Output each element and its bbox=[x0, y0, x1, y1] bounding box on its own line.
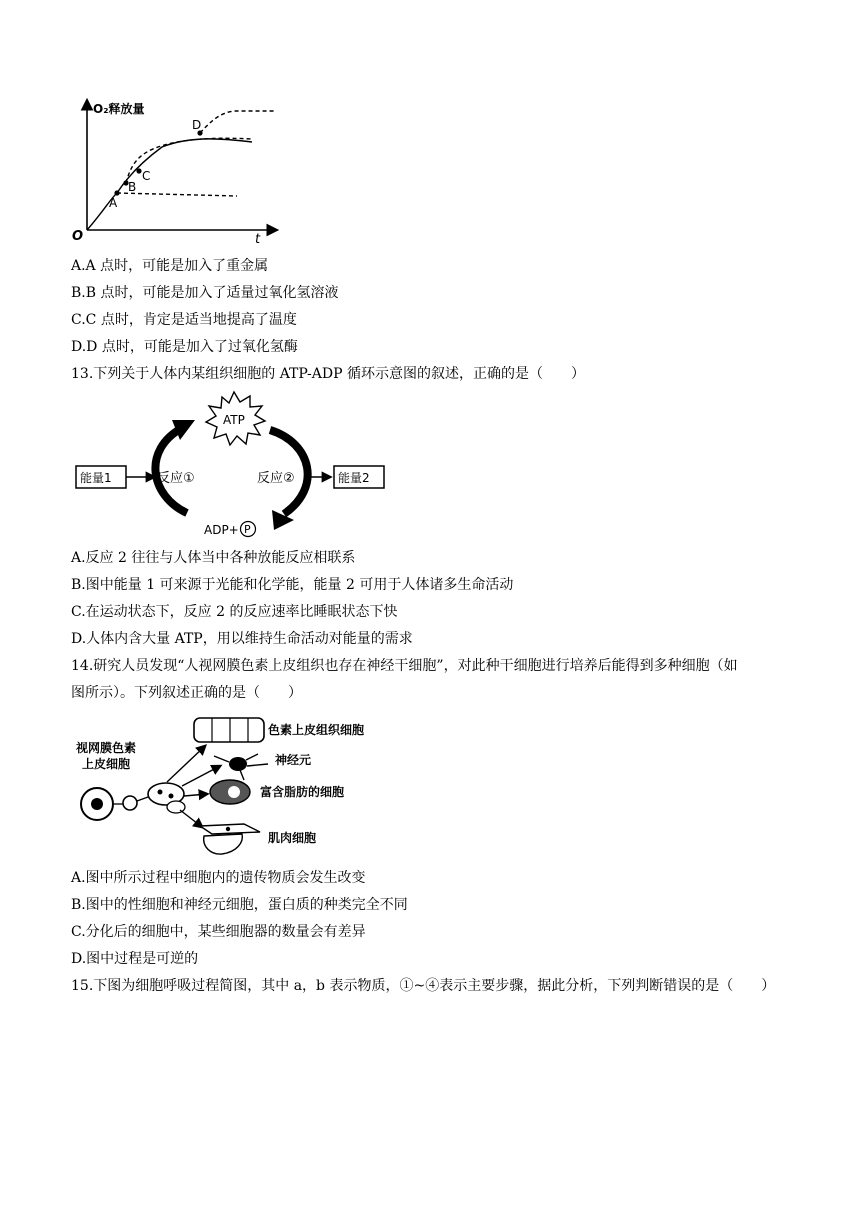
phosphate-label: P bbox=[244, 523, 251, 536]
neuron-dendrite-3 bbox=[240, 770, 244, 780]
arrow-to-fat bbox=[184, 794, 207, 796]
q14-option-d: D.图中过程是可逆的 bbox=[71, 951, 199, 967]
q14-stem-line1: 14.研究人员发现“人视网膜色素上皮组织也存在神经干细胞”，对此种干细胞进行培养后能得到多种细胞（如 bbox=[71, 658, 738, 674]
q14-option-c: C.分化后的细胞中，某些细胞器的数量会有差异 bbox=[71, 924, 366, 940]
neuron-axon bbox=[247, 764, 268, 766]
origin-label: O bbox=[72, 229, 84, 244]
cluster-dot-2 bbox=[169, 794, 174, 799]
neuron-body bbox=[229, 757, 247, 771]
q15-stem: 15.下图为细胞呼吸过程简图，其中 a，b 表示物质，①~④表示主要步骤，据此分析，下列判断错误的是（ ） bbox=[71, 978, 776, 994]
source-cell-nucleus bbox=[91, 798, 103, 810]
epithelium-label: 色素上皮组织细胞 bbox=[268, 723, 365, 737]
fat-cell-label: 富含脂肪的细胞 bbox=[260, 785, 345, 799]
q12-option-b: B.B 点时，可能是加入了适量过氧化氢溶液 bbox=[71, 285, 339, 301]
arrow-to-neuron bbox=[182, 766, 220, 786]
energy1-label: 能量1 bbox=[80, 471, 112, 485]
neuron-dendrite-1 bbox=[214, 756, 229, 762]
dashed-curve-d bbox=[200, 111, 274, 133]
epithelium-cells bbox=[194, 718, 264, 742]
source-cell-label-2: 上皮细胞 bbox=[82, 757, 131, 771]
adp-label: ADP+ bbox=[204, 523, 239, 537]
small-cell bbox=[123, 796, 137, 810]
q13-option-b: B.图中能量 1 可来源于光能和化学能，能量 2 可用于人体诸多生命活动 bbox=[71, 577, 514, 593]
cluster-dot-1 bbox=[158, 790, 163, 795]
q12-option-c: C.C 点时，肯定是适当地提高了温度 bbox=[71, 312, 297, 328]
point-a-label: A bbox=[109, 196, 118, 210]
small-cell-arrow bbox=[137, 797, 148, 801]
q12-option-d: D.D 点时，可能是加入了过氧化氢酶 bbox=[71, 339, 298, 355]
q14-option-a: A.图中所示过程中细胞内的遗传物质会发生改变 bbox=[71, 870, 366, 886]
q12-option-a: A.A 点时，可能是加入了重金属 bbox=[71, 258, 269, 274]
q13-stem: 13.下列关于人体内某组织细胞的 ATP-ADP 循环示意图的叙述，正确的是（ ） bbox=[71, 366, 585, 382]
muscle-nucleus bbox=[226, 827, 230, 831]
arrow-to-muscle bbox=[180, 810, 202, 827]
muscle-cell-lower bbox=[204, 834, 243, 854]
muscle-cell-label: 肌肉细胞 bbox=[268, 831, 317, 845]
reaction2-label: 反应② bbox=[257, 471, 295, 486]
neuron-label: 神经元 bbox=[275, 753, 312, 767]
point-c-label: C bbox=[142, 169, 151, 183]
x-axis-label: t bbox=[255, 232, 261, 245]
atp-adp-cycle-diagram bbox=[72, 388, 392, 543]
neuron-dendrite-2 bbox=[246, 754, 258, 760]
solid-curve bbox=[87, 139, 252, 230]
stem-cell-differentiation-diagram bbox=[72, 712, 372, 862]
q14-stem-line2: 图所示）。下列叙述正确的是（ ） bbox=[71, 685, 302, 701]
y-axis-label: O₂释放量 bbox=[93, 102, 145, 116]
point-b-label: B bbox=[128, 180, 137, 194]
reaction1-label: 反应① bbox=[157, 471, 195, 486]
q14-option-b: B.图中的性细胞和神经元细胞，蛋白质的种类完全不同 bbox=[71, 897, 408, 913]
q13-option-a: A.反应 2 往往与人体当中各种放能反应相联系 bbox=[71, 550, 356, 566]
point-c-marker bbox=[136, 168, 141, 173]
source-cell-label-1: 视网膜色素 bbox=[76, 741, 137, 755]
point-d-label: D bbox=[192, 118, 202, 132]
point-a-marker bbox=[114, 190, 119, 195]
q13-option-d: D.人体内含大量 ATP，用以维持生命活动对能量的需求 bbox=[71, 631, 413, 647]
q13-option-c: C.在运动状态下，反应 2 的反应速率比睡眠状态下快 bbox=[71, 604, 398, 620]
atp-label: ATP bbox=[223, 413, 245, 427]
energy2-label: 能量2 bbox=[338, 471, 370, 485]
o2-release-graph bbox=[62, 95, 287, 245]
fat-droplet bbox=[228, 786, 240, 798]
